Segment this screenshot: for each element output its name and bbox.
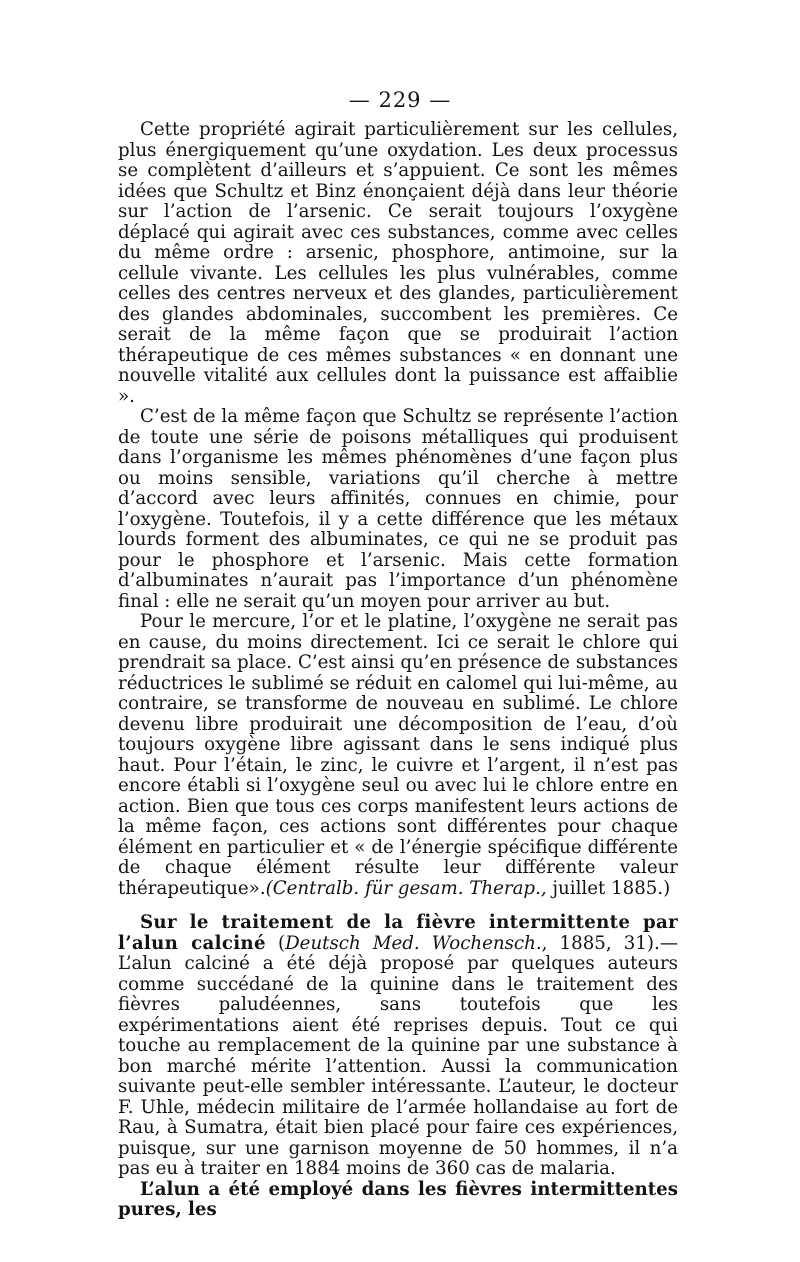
paragraph: C’est de la même façon que Schultz se représente l’action de toute une série de poisons métalliques qui produisent dans l’organisme les mêmes phénomènes d’une façon plus ou moins sensible, variations qu’il cherche à mettre d’accord avec leurs affinités, connues en chimie, pour l’oxygène. Toutefois, il y a cette différence que les métaux lourds forment des albuminates, ce qui ne se produit pas pour le phosphore et l’arsenic. Mais cette formation d’albuminates n’aurait pas l’importance d’un phénomène final : elle ne serait qu’un moyen pour arriver au but. bbox=[118, 406, 678, 612]
body-text bbox=[118, 120, 678, 1221]
citation-source: (Centralb. für gesam. Therap., bbox=[265, 877, 547, 899]
page-number: — 229 — bbox=[348, 88, 452, 112]
paragraph: L’alun a été employé dans les fièvres intermittentes pures, les bbox=[118, 1178, 678, 1220]
paragraph-text: — L’alun calciné a été déjà proposé par quelques auteurs comme succédané de la quinine dans le traitement des fièvres paludéennes, sans toutefois que les expérimentations aient été reprises depuis. Tout ce qui touche au remplacement de la quinine par une substance à bon marché mérite l’attention. Aussi la communication suivante peut-elle sembler intéressante. L’auteur, le docteur F. Uhle, médecin militaire de l’armée hollandaise au fort de Rau, à Sumatra, était bien placé pour faire ces expériences, puisque, sur une garnison moyenne de 50 hommes, il n’a pas eu à traiter en 1884 moins de 360 cas de malaria. bbox=[118, 932, 678, 1179]
section-heading: Sur le traitement de la fièvre intermittente par l’alun calciné bbox=[118, 912, 678, 954]
reference-open: ( bbox=[265, 932, 286, 954]
paragraph-text: Pour le mercure, l’or et le platine, l’oxygène ne serait pas en cause, du moins directement. Ici ce serait le chlore qui prendrait sa place. C’est ainsi qu’en présence de substances réductrices le sublimé se réduit en calomel qui lui-même, au contraire, se transforme de nouveau en sublimé. Le chlore devenu libre produirait une décomposition de l’eau, d’où toujours oxygène libre agissant dans le sens indiqué plus haut. Pour l’étain, le zinc, le cuivre et l’argent, il n’est pas encore établi si l’oxygène seul ou avec lui le chlore entre en action. Bien que tous ces corps manifestent leurs actions de la même façon, ces actions sont différentes pour chaque élément en particulier et « de l’énergie spécifique différente de chaque élément résulte leur différente valeur thérapeutique». bbox=[118, 611, 678, 899]
paragraph: Cette propriété agirait particulièrement sur les cellules, plus énergiquement qu’une oxydation. Les deux processus se complètent d’ailleurs et s’appuient. Ce sont les mêmes idées que Schultz et Binz énonçaient déjà dans leur théorie sur l’action de l’arsenic. Ce serait toujours l’oxygène déplacé qui agirait avec ces substances, comme avec celles du même ordre : arsenic, phosphore, antimoine, sur la cellule vivante. Les cellules les plus vulnérables, comme celles des centres nerveux et des glandes, particulièrement des glandes abdominales, succombent les premières. Ce serait de la même façon que se produirait l’action thérapeutique de ces mêmes substances « en donnant une nouvelle vitalité aux cellules dont la puissance est affaiblie ». bbox=[118, 119, 678, 407]
section-paragraph bbox=[118, 913, 678, 1180]
reference-rest: , 1885, 31). bbox=[541, 932, 660, 954]
citation-date: juillet 1885.) bbox=[546, 877, 671, 899]
paragraph bbox=[118, 612, 678, 899]
reference-journal: Deutsch Med. Wochensch. bbox=[285, 932, 542, 954]
